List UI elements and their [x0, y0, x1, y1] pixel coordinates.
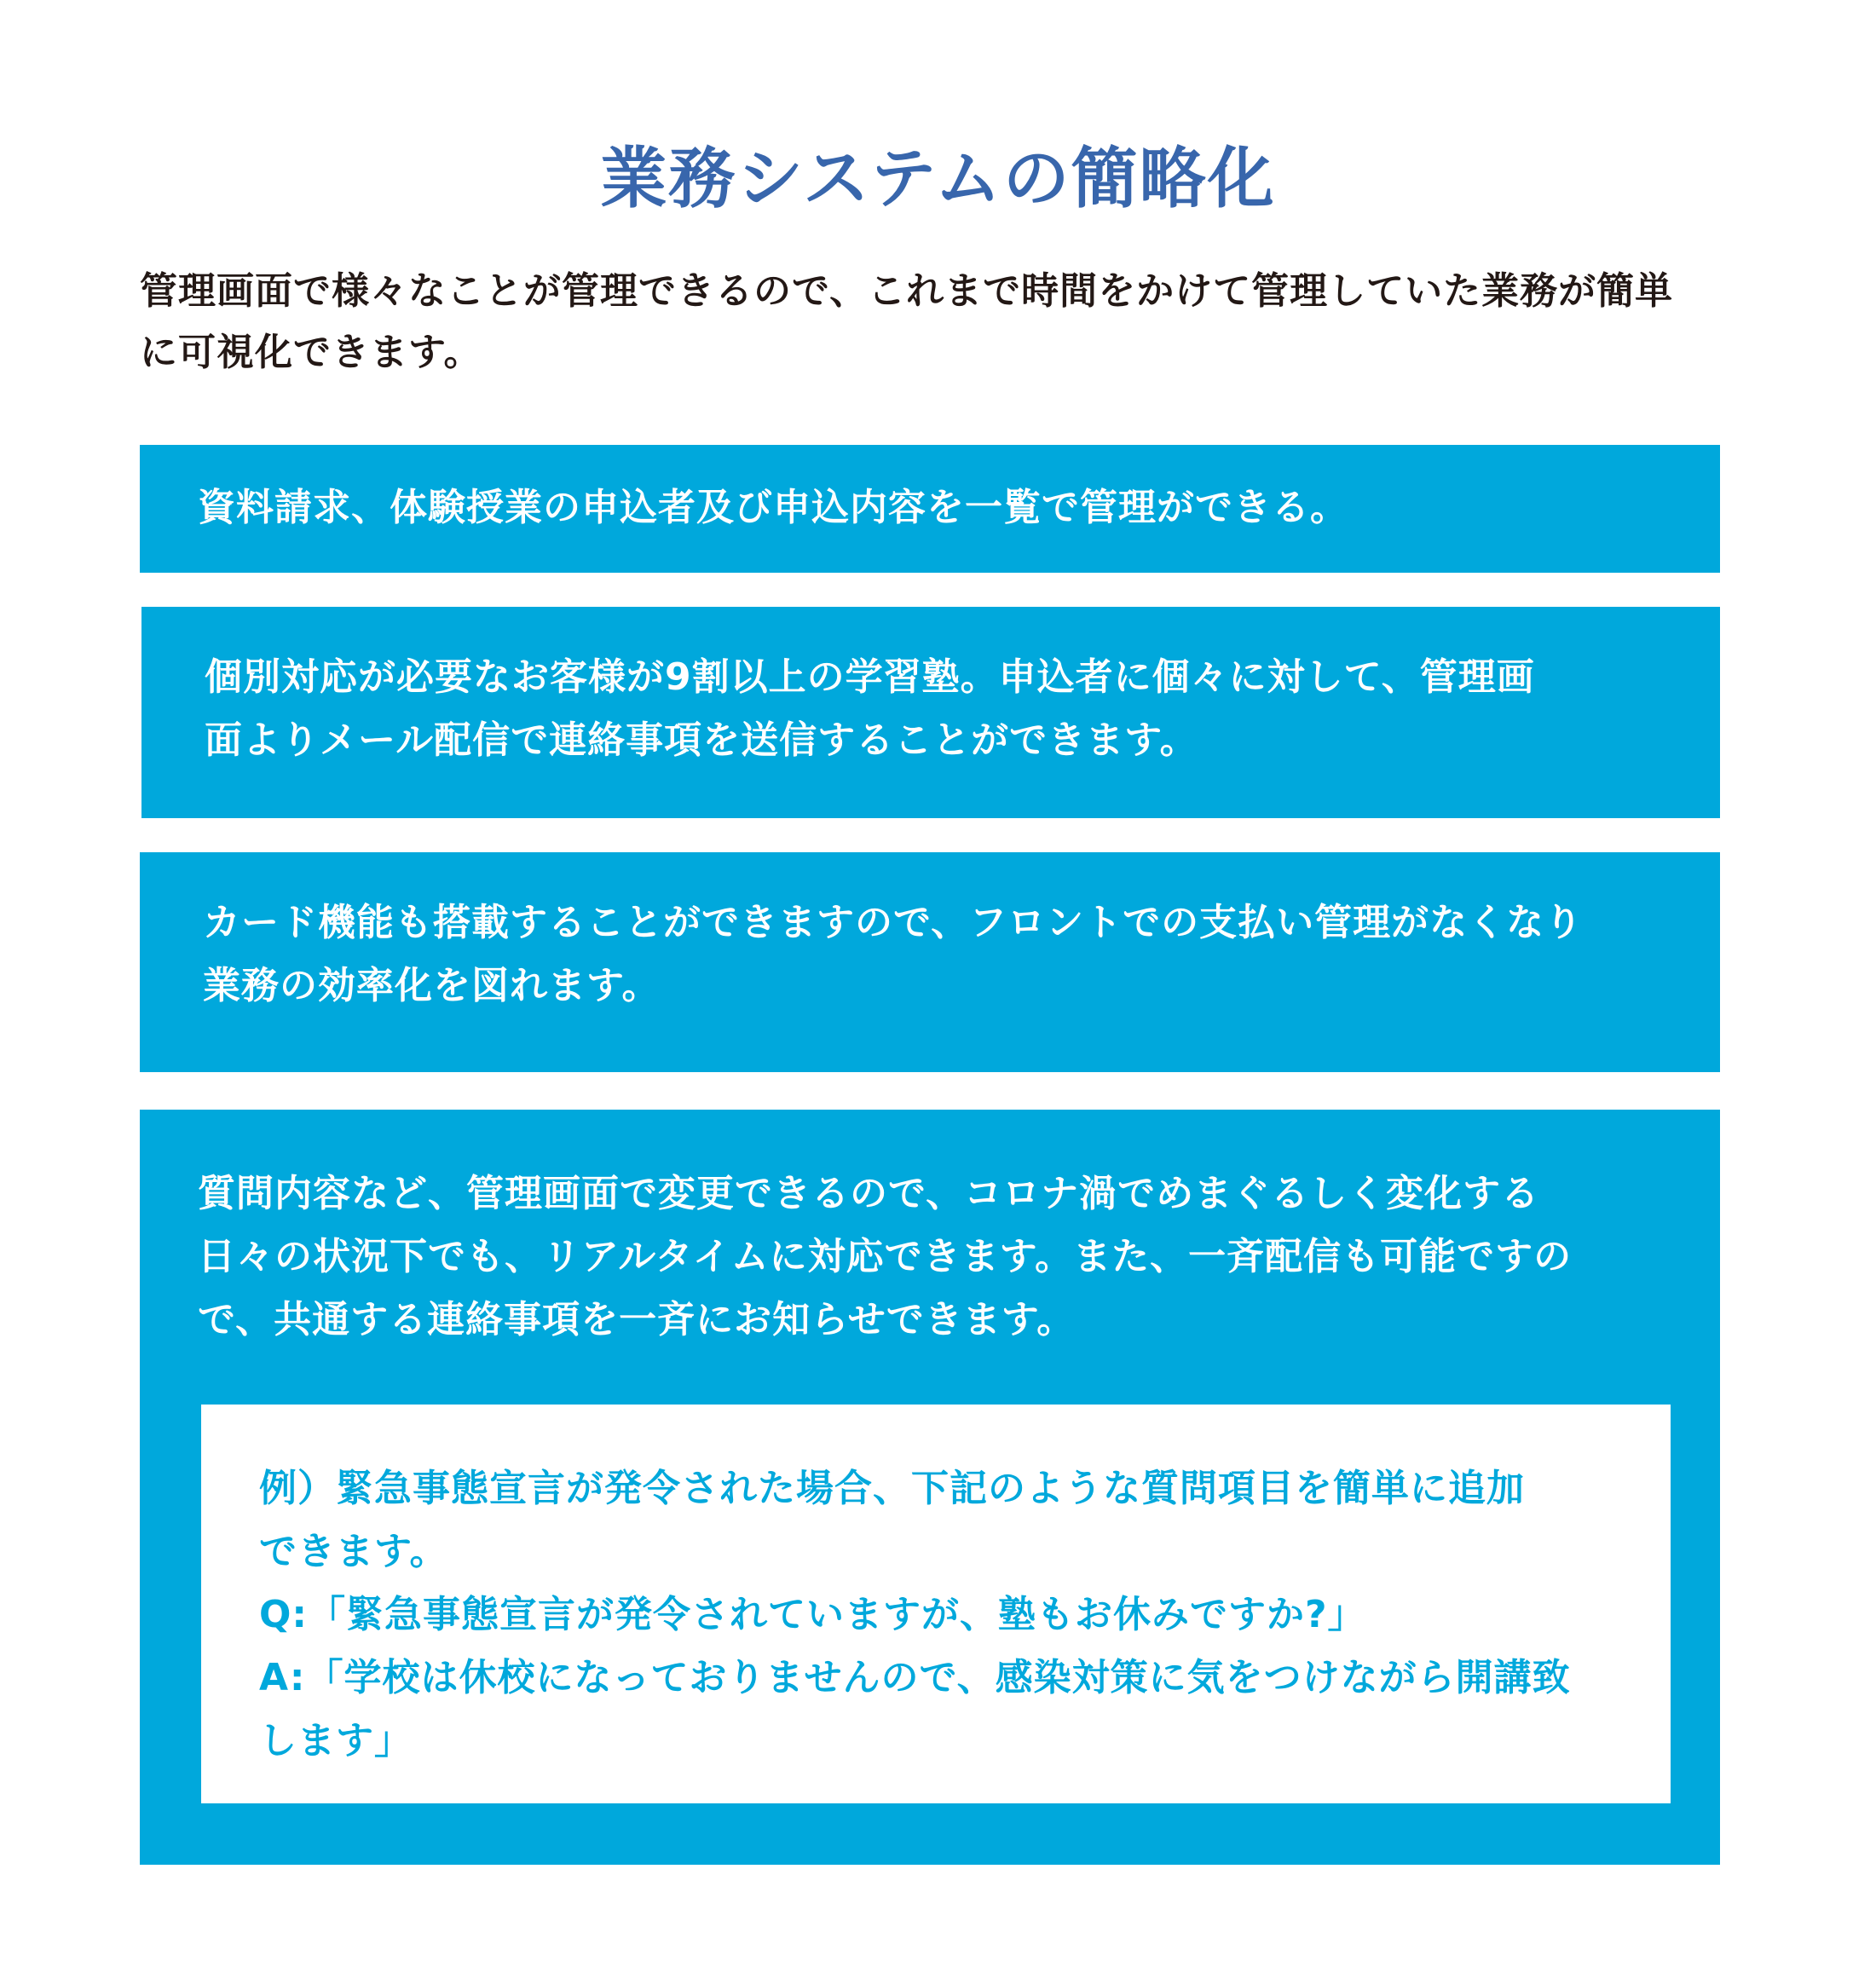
feature-card-text [198, 482, 1348, 534]
feature-card-document-request [140, 445, 1720, 573]
example-line: できます。 [259, 1530, 448, 1573]
example-text [259, 1457, 1571, 1773]
feature-card-question-editing [140, 1110, 1720, 1865]
feature-card-line: 日々の状況下でも、リアルタイムに対応できます。また、一斉配信も可能ですの [198, 1235, 1573, 1278]
example-answer: A:「学校は休校になっておりませんので、感染対策に気をつけながら開講致 [259, 1656, 1571, 1699]
feature-card-text [203, 891, 1583, 1018]
feature-card-text [198, 1162, 1572, 1352]
example-question: Q:「緊急事態宣言が発令されていますが、塾もお休みですか?」 [259, 1593, 1366, 1636]
feature-card-line: 資料請求、体験授業の申込者及び申込内容を一覧で管理ができる。 [198, 486, 1348, 529]
example-line: 例）緊急事態宣言が発令された場合、下記のような質問項目を簡単に追加 [259, 1467, 1525, 1510]
intro-paragraph [140, 261, 1742, 384]
feature-card-text [205, 646, 1535, 772]
feature-card-email-delivery [141, 607, 1720, 818]
feature-card-line: カード機能も搭載することができますので、フロントでの支払い管理がなくなり [203, 901, 1584, 944]
page-title: 業務システムの簡略化 [600, 141, 1276, 218]
intro-line: に可視化できます。 [140, 331, 482, 374]
intro-line: 管理画面で様々なことが管理できるので、これまで時間をかけて管理していた業務が簡単 [140, 269, 1674, 313]
feature-card-line: 質問内容など、管理画面で変更できるので、コロナ渦でめまぐるしく変化する [198, 1172, 1540, 1215]
feature-card-line: で、共通する連絡事項を一斉にお知らせできます。 [198, 1298, 1076, 1341]
feature-card-line: 個別対応が必要なお客様が9割以上の学習塾。申込者に個々に対して、管理画 [205, 655, 1535, 699]
feature-card-line: 面よりメール配信で連絡事項を送信することができます。 [205, 718, 1198, 762]
example-answer: します」 [259, 1719, 413, 1762]
feature-card-card-payment [140, 852, 1720, 1072]
example-box [201, 1405, 1671, 1803]
feature-card-line: 業務の効率化を図れます。 [203, 964, 661, 1007]
